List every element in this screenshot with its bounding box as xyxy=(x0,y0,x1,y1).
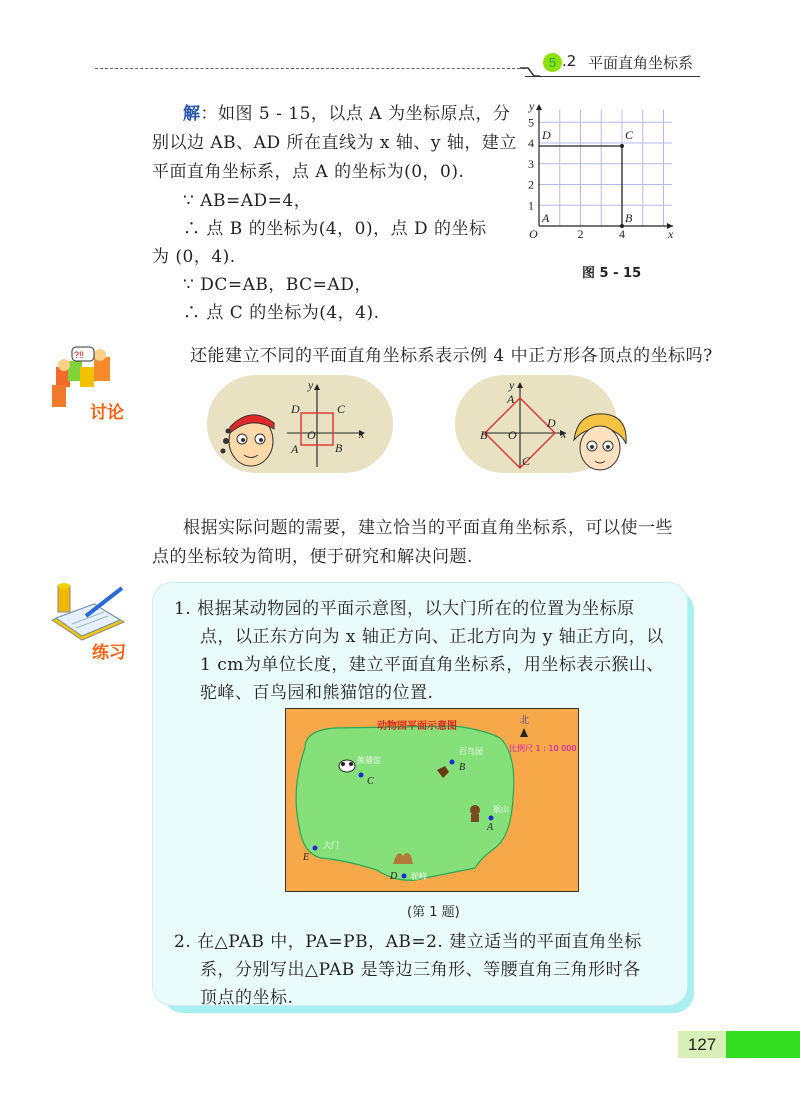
solution-line-1-text: ：如图 5 - 15，以点 A 为坐标原点，分 xyxy=(200,104,511,124)
right-diagram-x-label: x xyxy=(561,427,567,441)
zoo-map-scale: 比例尺 1 : 10 000 xyxy=(509,744,577,753)
practice-q2-line-1: 2. 在△PAB 中，PA=PB，AB=2. 建立适当的平面直角坐标 xyxy=(174,932,642,952)
left-diagram-d-label: D xyxy=(291,402,300,416)
point-d-label: D xyxy=(542,128,551,142)
cartoon-girl-avatar xyxy=(568,410,630,472)
header-solid-rule xyxy=(525,76,700,77)
practice-q2-line-3: 顶点的坐标. xyxy=(200,988,294,1008)
practice-q1-line-2: 点，以正东方向为 x 轴正方向、正北方向为 y 轴正方向，以 xyxy=(200,627,664,647)
solution-line-3: 平面直角坐标系，点 A 的坐标为(0，0). xyxy=(152,162,465,182)
discussion-icon-bubble-text: ?!! xyxy=(74,350,85,360)
point-e-marker xyxy=(313,846,318,851)
zoo-gate-label: 大门 xyxy=(323,841,339,850)
right-diagram-d-label: D xyxy=(547,416,556,430)
y-tick-label: 1 xyxy=(528,198,534,213)
origin-label: O xyxy=(529,227,538,240)
figure-5-15-grid xyxy=(525,100,675,240)
zoo-point-c-label: C xyxy=(367,776,374,787)
y-tick-label: 3 xyxy=(528,156,534,171)
solution-line-8: ∴ 点 C 的坐标为(4，4). xyxy=(183,303,380,323)
zoo-point-b-label: B xyxy=(459,762,466,773)
figure-5-15-caption: 图 5 - 15 xyxy=(582,266,642,281)
y-tick-label: 5 xyxy=(528,115,534,130)
discussion-question: 还能建立不同的平面直角坐标系表示例 4 中正方形各顶点的坐标吗? xyxy=(190,346,713,366)
point-a-label: A xyxy=(542,211,550,225)
solution-line-7: ∵ DC=AB，BC=AD， xyxy=(183,275,372,295)
right-diagram-a-label: A xyxy=(507,392,515,406)
point-b-marker xyxy=(450,760,455,765)
paragraph-line-1: 根据实际问题的需要，建立恰当的平面直角坐标系，可以使一些 xyxy=(183,518,673,538)
point-a-marker xyxy=(489,816,494,821)
right-diagram-origin-label: O xyxy=(508,428,517,442)
zoo-map-north-label: 北 xyxy=(520,716,530,726)
paragraph-line-2: 点的坐标较为简明，便于研究和解决问题. xyxy=(152,547,473,567)
solution-label: 解 xyxy=(183,104,201,124)
solution-line-6: 为 (0，4). xyxy=(152,247,236,267)
cartoon-boy-avatar xyxy=(218,405,280,467)
point-c-label: C xyxy=(625,128,634,142)
zoo-point-a-label: A xyxy=(487,822,494,833)
right-diagram-y-label: y xyxy=(509,378,515,392)
x-tick-label: 4 xyxy=(619,227,625,240)
zoo-map-drawing xyxy=(285,708,577,890)
solution-line-4: ∵ AB=AD=4， xyxy=(183,191,312,211)
point-b-label: B xyxy=(625,211,633,225)
left-diagram-a-label: A xyxy=(291,442,299,456)
left-diagram-c-label: C xyxy=(337,402,346,416)
point-d-marker xyxy=(402,874,407,879)
y-axis-label: y xyxy=(529,100,535,113)
panda-icon xyxy=(339,760,355,772)
map-caption: (第 1 题) xyxy=(407,905,460,920)
monkey-icon xyxy=(470,805,480,822)
practice-icon-label: 练习 xyxy=(92,643,126,663)
section-number-badge: 5 xyxy=(543,53,562,72)
zoo-monkey-label: 猴山 xyxy=(493,805,509,814)
left-diagram-y-label: y xyxy=(308,378,314,392)
zoo-camel-label: 驼峰 xyxy=(411,872,427,881)
y-axis-arrow-icon xyxy=(536,104,542,110)
practice-q1-line-4: 驼峰、百鸟园和熊猫馆的位置. xyxy=(200,683,434,703)
north-arrow-icon xyxy=(520,728,528,737)
section-suffix: .2 xyxy=(562,52,577,70)
left-diagram-origin-label: O xyxy=(307,428,316,442)
section-title: 平面直角坐标系 xyxy=(588,54,694,72)
discussion-icon-label: 讨论 xyxy=(90,403,124,423)
zoo-panda-label: 熊猫馆 xyxy=(357,756,381,765)
y-tick-label: 2 xyxy=(528,177,534,192)
practice-q1-line-1: 1. 根据某动物园的平面示意图，以大门所在的位置为坐标原 xyxy=(174,599,635,619)
header-dashed-rule xyxy=(95,68,525,69)
x-tick-label: 2 xyxy=(577,227,584,240)
practice-q1-line-3: 1 cm为单位长度，建立平面直角坐标系，用坐标表示猴山、 xyxy=(200,655,664,675)
left-diagram-b-label: B xyxy=(335,441,343,455)
point-c-dot xyxy=(620,144,624,148)
solution-line-5: ∴ 点 B 的坐标为(4，0)，点 D 的坐标 xyxy=(183,219,487,239)
zoo-point-e-label: E xyxy=(303,852,310,863)
right-diagram-b-label: B xyxy=(480,428,488,442)
x-axis-label: x xyxy=(667,227,674,240)
zoo-point-d-label: D xyxy=(390,871,398,882)
solution-line-2: 别以边 AB、AD 所在直线为 x 轴、y 轴，建立 xyxy=(152,133,517,153)
solution-line-1 xyxy=(183,99,511,129)
left-diagram-x-label: x xyxy=(359,427,365,441)
zoo-map-title: 动物园平面示意图 xyxy=(377,721,457,732)
y-tick-label: 4 xyxy=(528,136,534,150)
point-c-marker xyxy=(359,773,364,778)
zoo-birds-label: 百鸟园 xyxy=(459,747,483,756)
right-diagram-c-label: C xyxy=(522,454,531,468)
practice-q2-line-2: 系，分别写出△PAB 是等边三角形、等腰直角三角形时各 xyxy=(200,960,641,980)
page-number: 127 xyxy=(678,1031,726,1058)
